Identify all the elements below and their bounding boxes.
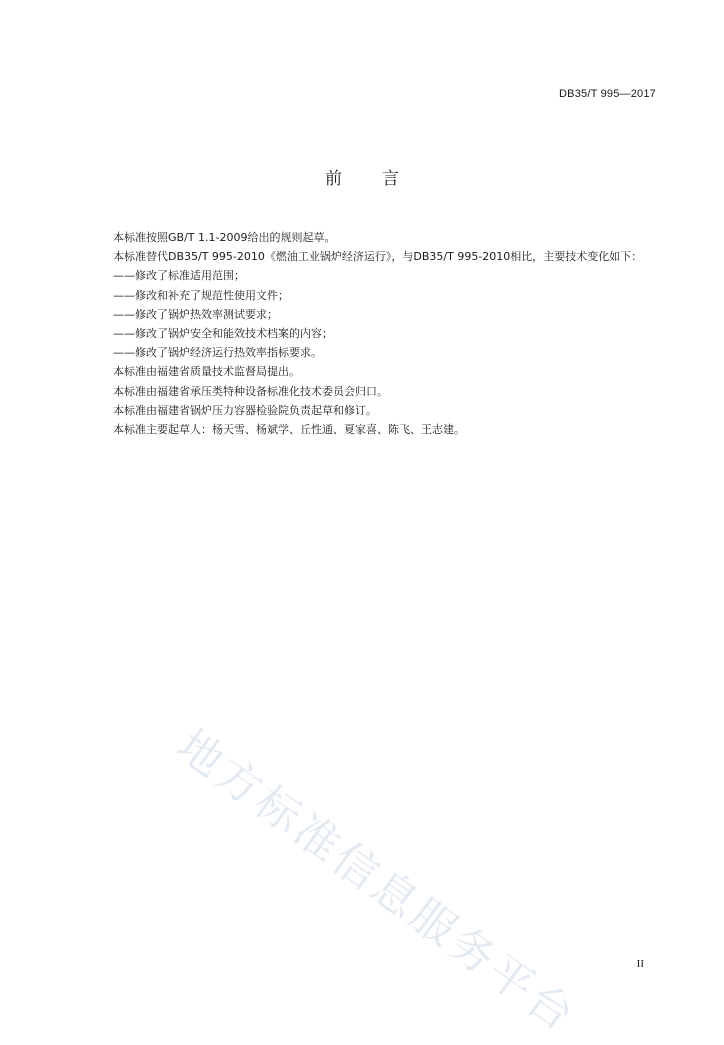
change-item: ——修改了锅炉经济运行热效率指标要求。: [113, 346, 322, 360]
section-title-char-1: 前: [325, 169, 342, 189]
paragraph-drafter-org: 本标准由福建省锅炉压力容器检验院负责起草和修订。: [113, 403, 377, 417]
change-item: ——修改了锅炉热效率测试要求；: [113, 307, 278, 321]
paragraph-drafting-rules: 本标准按照GB/T 1.1-2009给出的规则起草。: [113, 231, 336, 244]
document-code: DB35/T 995—2017: [559, 88, 656, 100]
paragraph-committee: 本标准由福建省承压类特种设备标准化技术委员会归口。: [113, 384, 388, 398]
section-title: [0, 164, 724, 189]
change-item: ——修改了标准适用范围；: [113, 269, 245, 283]
paragraph-replacement: 本标准替代DB35/T 995-2010《燃油工业锅炉经济运行》，与DB35/T 995-2010相比，主要技术变化如下：: [113, 250, 643, 264]
foreword-body: [91, 228, 661, 439]
change-item: ——修改了锅炉安全和能效技术档案的内容；: [113, 327, 333, 341]
change-item: ——修改和补充了规范性使用文件；: [113, 288, 289, 302]
section-title-char-2: 言: [382, 169, 399, 189]
paragraph-drafters: 本标准主要起草人：杨天雪、杨斌学、丘性通、夏家喜、陈飞、王志建。: [113, 423, 465, 437]
watermark: 地方标准信息服务平台: [167, 720, 586, 1044]
page-number: II: [636, 958, 644, 970]
paragraph-proposer: 本标准由福建省质量技术监督局提出。: [113, 365, 300, 379]
